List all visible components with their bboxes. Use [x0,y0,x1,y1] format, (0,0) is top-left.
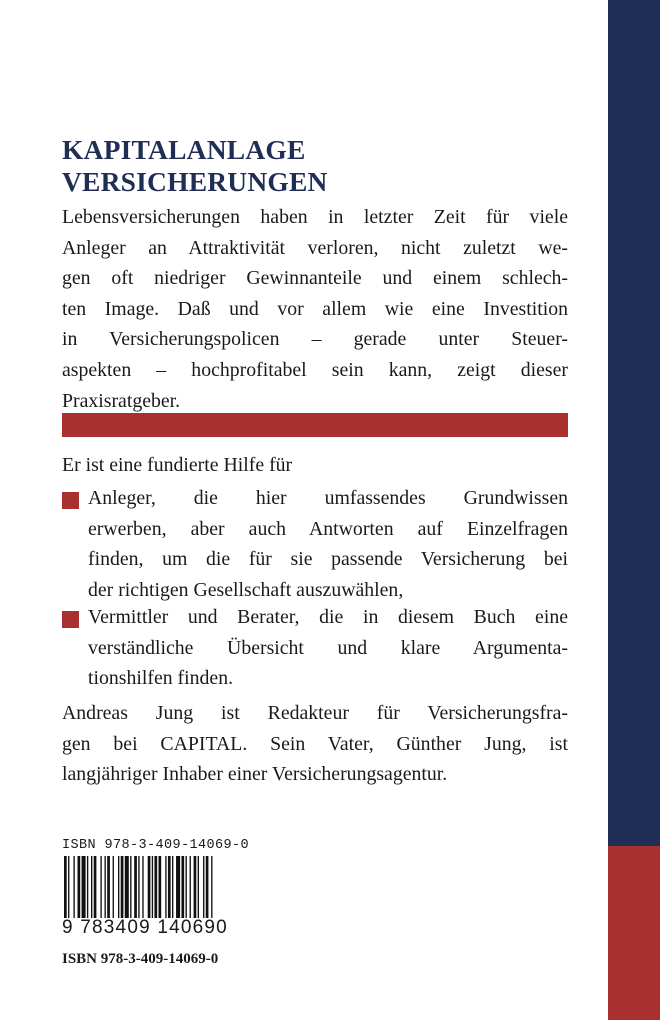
barcode-bar [154,856,157,918]
barcode-bar [194,856,197,918]
lead-line: Er ist eine fundierte Hilfe für [62,454,293,476]
barcode-bar [100,856,101,918]
author-line: langjähriger Inhaber einer Versicherungsagentur. [62,763,448,786]
bullet-line: verständliche Übersicht und klare Argumenta- [88,636,568,659]
barcode-bar [105,856,106,918]
intro-line: aspekten – hochprofitabel sein kann, zeigt dieser [62,358,568,381]
barcode-bar [181,856,184,918]
bullet-line: tionshilfen finden. [88,667,234,690]
bullet-square-icon [62,611,79,628]
barcode-bar [142,856,143,918]
barcode-bar [165,856,166,918]
title-line-1: KAPITALANLAGE [62,134,306,165]
intro-line: gen oft niedriger Gewinnanteile und einem schlech- [62,267,568,290]
barcode-isbn-label: ISBN 978-3-409-14069-0 [62,838,250,853]
barcode-bar [73,856,74,918]
intro-line: Praxisratgeber. [62,389,181,412]
intro-line: Anleger an Attraktivität verloren, nicht zuletzt we- [62,236,568,259]
barcode-bar [198,856,199,918]
intro-paragraph [62,202,568,416]
intro-line: in Versicherungspolicen – gerade unter Steuer- [62,328,568,351]
spine-stripe-navy [608,0,660,846]
intro-line: ten Image. Daß und vor allem wie eine Investition [62,297,568,320]
bullet-square-icon [62,492,79,509]
bullet-text [88,602,568,694]
barcode-bar [64,856,67,918]
isbn-text: ISBN 978-3-409-14069-0 [62,951,219,967]
barcode-bar [186,856,187,918]
barcode-bar [130,856,131,918]
barcode-bar [121,856,124,918]
book-title [62,134,582,198]
barcode-bar [138,856,139,918]
barcode-bar [203,856,204,918]
barcode-digits: 9 783409 140690 [62,917,228,938]
title-line-2: VERSICHERUNGEN [62,166,328,197]
barcode-icon [62,856,248,918]
barcode-bar [152,856,153,918]
barcode-bar [176,856,180,918]
bullet-line: Vermittler und Berater, die in diesem Buch eine [88,606,568,628]
barcode-bar [118,856,119,918]
barcode-bar [206,856,209,918]
intro-line: Lebensversicherungen haben in letzter Zeit für viele [62,206,568,228]
barcode-bar [148,856,151,918]
barcode-bar [211,856,212,918]
bullet-text [88,483,568,605]
author-bio [62,698,568,790]
author-line: gen bei CAPITAL. Sein Vater, Günther Jung, ist [62,732,568,755]
barcode-bar [190,856,191,918]
barcode-bar [91,856,92,918]
bullet-line: erwerben, aber auch Antworten auf Einzelfragen [88,517,568,540]
spine-stripe-red [608,846,660,1020]
bullet-line: Anleger, die hier umfassendes Grundwissen [88,487,568,509]
barcode-bar [113,856,114,918]
barcode-bar [159,856,162,918]
barcode-bar [68,856,69,918]
barcode-bar [78,856,81,918]
lead-text [62,450,568,481]
bullet-line: finden, um die für sie passende Versicherung bei [88,548,568,571]
barcode-bar [125,856,129,918]
barcode-bar [87,856,88,918]
barcode-bar [172,856,173,918]
barcode-bar [168,856,171,918]
barcode-bar [94,856,97,918]
barcode-bar [82,856,86,918]
bullet-line: der richtigen Gesellschaft auszuwählen, [88,578,404,601]
barcode-bar [107,856,110,918]
barcode-bar [134,856,137,918]
author-line: Andreas Jung ist Redakteur für Versicherungsfra- [62,702,568,724]
red-divider-bar [62,413,568,437]
